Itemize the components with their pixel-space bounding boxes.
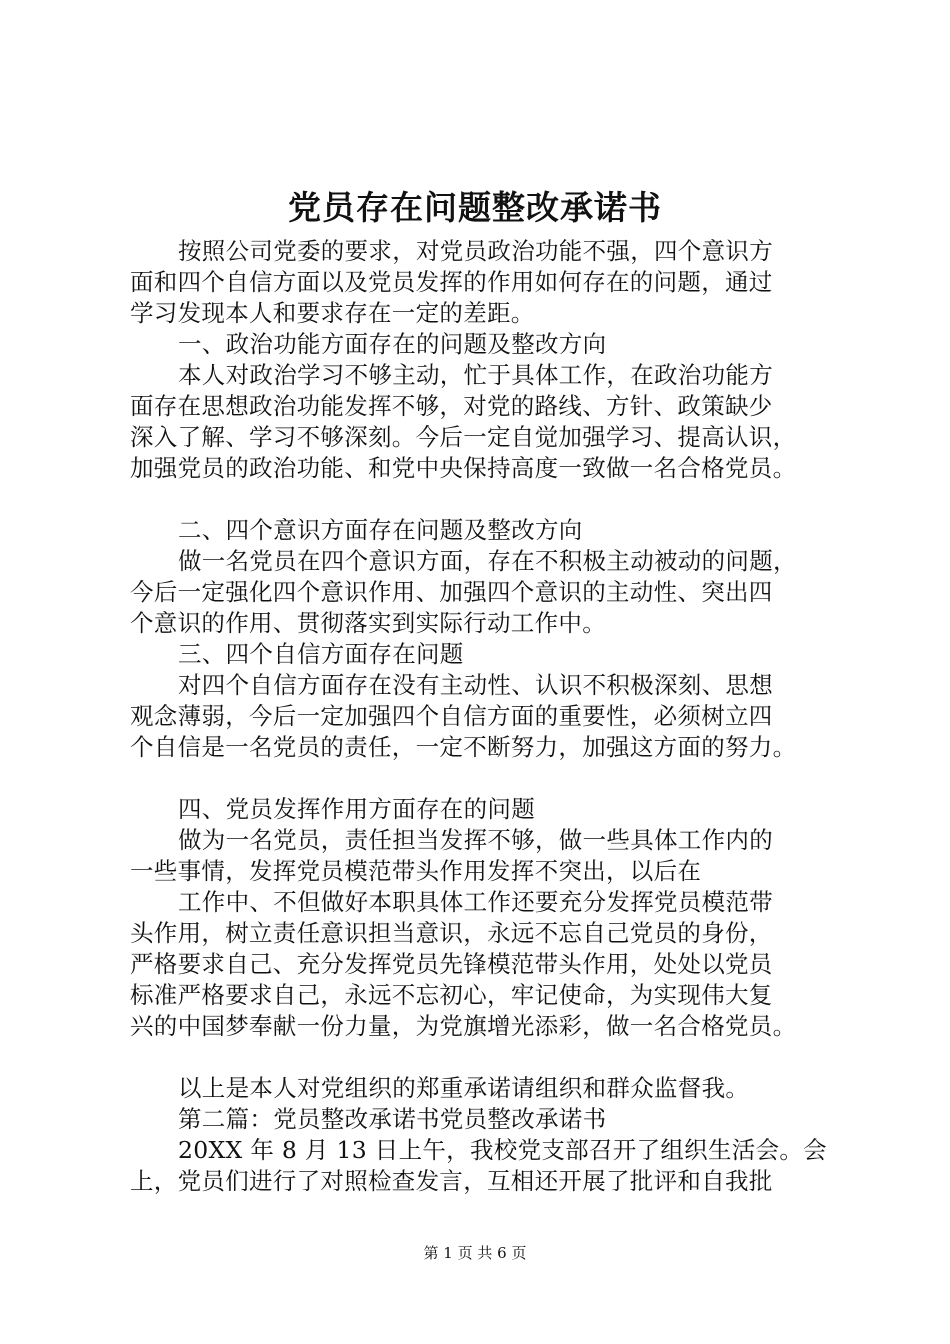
text-line: 兴的中国梦奉献一份力量，为党旗增光添彩，做一名合格党员。 [130, 1012, 797, 1040]
text-line: 加强党员的政治功能、和党中央保持高度一致做一名合格党员。 [130, 454, 797, 482]
text-line: 做为一名党员，责任担当发挥不够，做一些具体工作内的 [178, 826, 773, 854]
page-footer: 第 1 页 共 6 页 [423, 1244, 527, 1262]
document-body [130, 236, 835, 1197]
text-line: 做一名党员在四个意识方面，存在不积极主动被动的问题， [178, 547, 797, 575]
text-line: 学习发现本人和要求存在一定的差距。 [130, 299, 535, 327]
text-line: 第二篇：党员整改承诺书党员整改承诺书 [178, 1105, 607, 1133]
text-line: 头作用，树立责任意识担当意识，永远不忘自己党员的身份， [130, 919, 773, 947]
text-line: 三、四个自信方面存在问题 [178, 640, 464, 668]
text-line: 20XX 年 8 月 13 日上午，我校党支部召开了组织生活会。会 [178, 1136, 827, 1164]
document-title: 党员存在问题整改承诺书 [288, 188, 662, 227]
text-line: 面和四个自信方面以及党员发挥的作用如何存在的问题，通过 [130, 268, 773, 296]
text-line: 个意识的作用、贯彻落实到实际行动工作中。 [130, 609, 606, 637]
blank-line [130, 484, 835, 515]
blank-line [130, 1042, 835, 1073]
text-line: 严格要求自己、充分发挥党员先锋模范带头作用，处处以党员 [130, 950, 773, 978]
text-line: 工作中、不但做好本职具体工作还要充分发挥党员模范带 [178, 888, 773, 916]
text-line: 标准严格要求自己，永远不忘初心，牢记使命，为实现伟大复 [130, 981, 773, 1009]
text-line: 观念薄弱，今后一定加强四个自信方面的重要性，必须树立四 [130, 702, 773, 730]
text-line: 以上是本人对党组织的郑重承诺请组织和群众监督我。 [178, 1074, 750, 1102]
text-line: 面存在思想政治功能发挥不够，对党的路线、方针、政策缺少 [130, 392, 773, 420]
text-line: 今后一定强化四个意识作用、加强四个意识的主动性、突出四 [130, 578, 773, 606]
text-line: 对四个自信方面存在没有主动性、认识不积极深刻、思想 [178, 671, 773, 699]
text-line: 四、党员发挥作用方面存在的问题 [178, 795, 535, 823]
text-line: 一些事情，发挥党员模范带头作用发挥不突出，以后在 [130, 857, 702, 885]
text-line: 一、政治功能方面存在的问题及整改方向 [178, 330, 607, 358]
blank-line [130, 763, 835, 794]
text-line: 个自信是一名党员的责任，一定不断努力，加强这方面的努力。 [130, 733, 797, 761]
text-line: 二、四个意识方面存在问题及整改方向 [178, 516, 583, 544]
text-line: 上，党员们进行了对照检查发言，互相还开展了批评和自我批 [130, 1167, 773, 1195]
text-line: 深入了解、学习不够深刻。今后一定自觉加强学习、提高认识， [130, 423, 797, 451]
text-line: 按照公司党委的要求，对党员政治功能不强，四个意识方 [178, 237, 773, 265]
text-line: 本人对政治学习不够主动，忙于具体工作，在政治功能方 [178, 361, 773, 389]
